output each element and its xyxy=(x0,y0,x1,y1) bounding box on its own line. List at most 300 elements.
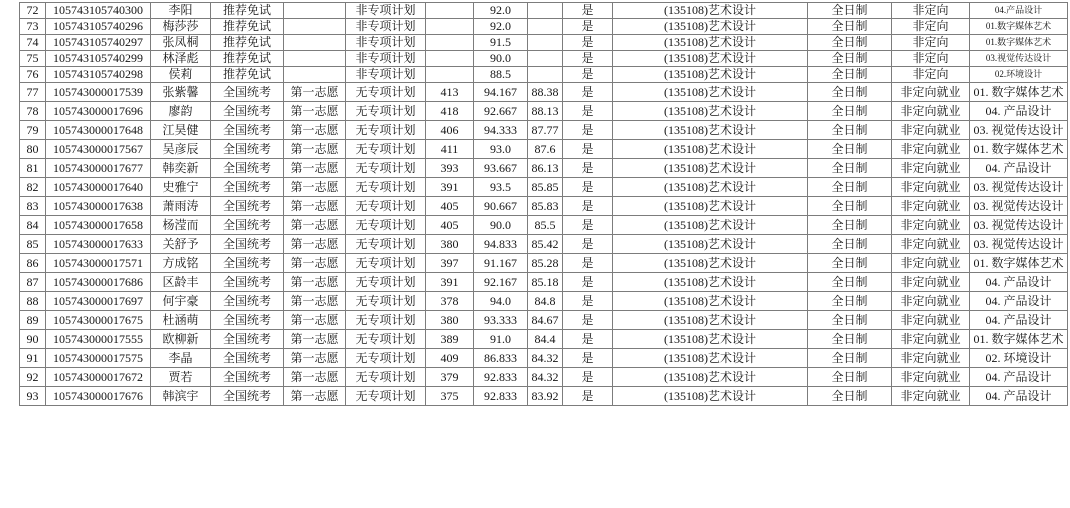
program-name: (135108)艺术设计 xyxy=(613,349,808,368)
candidate-id: 105743000017539 xyxy=(46,83,151,102)
candidate-id: 105743000017575 xyxy=(46,349,151,368)
candidate-name: 李晶 xyxy=(151,349,211,368)
plan-type: 无专项计划 xyxy=(346,311,426,330)
study-mode: 全日制 xyxy=(808,140,892,159)
program-name: (135108)艺术设计 xyxy=(613,35,808,51)
candidate-name: 史雅宁 xyxy=(151,178,211,197)
study-mode: 全日制 xyxy=(808,121,892,140)
row-number: 89 xyxy=(20,311,46,330)
candidate-name: 关舒予 xyxy=(151,235,211,254)
admitted-flag: 是 xyxy=(563,330,613,349)
exam-type: 推荐免试 xyxy=(211,3,284,19)
major-direction: 04. 产品设计 xyxy=(970,368,1068,387)
major-direction: 04.产品设计 xyxy=(970,3,1068,19)
major-direction: 02.环境设计 xyxy=(970,67,1068,83)
initial-score: 406 xyxy=(426,121,474,140)
program-name: (135108)艺术设计 xyxy=(613,159,808,178)
weighted-score: 86.13 xyxy=(528,159,563,178)
weighted-score: 83.92 xyxy=(528,387,563,406)
candidate-id: 105743000017640 xyxy=(46,178,151,197)
table-row xyxy=(20,140,1068,159)
initial-score: 379 xyxy=(426,368,474,387)
plan-type: 非专项计划 xyxy=(346,3,426,19)
initial-score: 391 xyxy=(426,178,474,197)
weighted-score: 85.5 xyxy=(528,216,563,235)
candidate-id: 105743000017633 xyxy=(46,235,151,254)
retest-score: 93.5 xyxy=(474,178,528,197)
volunteer-order: 第一志愿 xyxy=(284,216,346,235)
exam-type: 全国统考 xyxy=(211,121,284,140)
candidate-id: 105743000017676 xyxy=(46,387,151,406)
exam-type: 全国统考 xyxy=(211,83,284,102)
candidate-id: 105743105740300 xyxy=(46,3,151,19)
exam-type: 推荐免试 xyxy=(211,51,284,67)
initial-score: 380 xyxy=(426,311,474,330)
admitted-flag: 是 xyxy=(563,140,613,159)
candidate-name: 区龄丰 xyxy=(151,273,211,292)
employment-type: 非定向 xyxy=(892,51,970,67)
row-number: 77 xyxy=(20,83,46,102)
candidate-id: 105743000017571 xyxy=(46,254,151,273)
study-mode: 全日制 xyxy=(808,235,892,254)
volunteer-order: 第一志愿 xyxy=(284,140,346,159)
initial-score xyxy=(426,19,474,35)
plan-type: 无专项计划 xyxy=(346,140,426,159)
weighted-score: 85.28 xyxy=(528,254,563,273)
plan-type: 无专项计划 xyxy=(346,159,426,178)
weighted-score: 87.77 xyxy=(528,121,563,140)
candidate-name: 杜涵萌 xyxy=(151,311,211,330)
program-name: (135108)艺术设计 xyxy=(613,3,808,19)
table-row xyxy=(20,273,1068,292)
row-number: 72 xyxy=(20,3,46,19)
employment-type: 非定向 xyxy=(892,19,970,35)
candidate-id: 105743000017555 xyxy=(46,330,151,349)
employment-type: 非定向就业 xyxy=(892,292,970,311)
volunteer-order: 第一志愿 xyxy=(284,83,346,102)
admitted-flag: 是 xyxy=(563,311,613,330)
volunteer-order: 第一志愿 xyxy=(284,197,346,216)
program-name: (135108)艺术设计 xyxy=(613,292,808,311)
major-direction: 04. 产品设计 xyxy=(970,292,1068,311)
exam-type: 全国统考 xyxy=(211,140,284,159)
exam-type: 全国统考 xyxy=(211,368,284,387)
major-direction: 01. 数字媒体艺术 xyxy=(970,254,1068,273)
employment-type: 非定向就业 xyxy=(892,254,970,273)
admitted-flag: 是 xyxy=(563,3,613,19)
initial-score: 418 xyxy=(426,102,474,121)
candidate-name: 李阳 xyxy=(151,3,211,19)
candidate-name: 张紫馨 xyxy=(151,83,211,102)
initial-score: 397 xyxy=(426,254,474,273)
weighted-score xyxy=(528,67,563,83)
candidate-id: 105743105740297 xyxy=(46,35,151,51)
employment-type: 非定向就业 xyxy=(892,102,970,121)
weighted-score xyxy=(528,35,563,51)
row-number: 92 xyxy=(20,368,46,387)
table-row xyxy=(20,121,1068,140)
program-name: (135108)艺术设计 xyxy=(613,197,808,216)
program-name: (135108)艺术设计 xyxy=(613,178,808,197)
exam-type: 全国统考 xyxy=(211,235,284,254)
plan-type: 非专项计划 xyxy=(346,67,426,83)
employment-type: 非定向就业 xyxy=(892,216,970,235)
row-number: 86 xyxy=(20,254,46,273)
study-mode: 全日制 xyxy=(808,197,892,216)
row-number: 83 xyxy=(20,197,46,216)
exam-type: 全国统考 xyxy=(211,216,284,235)
weighted-score: 88.13 xyxy=(528,102,563,121)
initial-score: 391 xyxy=(426,273,474,292)
major-direction: 01.数字媒体艺术 xyxy=(970,35,1068,51)
row-number: 74 xyxy=(20,35,46,51)
candidate-name: 梅莎莎 xyxy=(151,19,211,35)
major-direction: 03. 视觉传达设计 xyxy=(970,235,1068,254)
candidate-name: 侯莉 xyxy=(151,67,211,83)
candidate-id: 105743105740299 xyxy=(46,51,151,67)
row-number: 90 xyxy=(20,330,46,349)
row-number: 82 xyxy=(20,178,46,197)
retest-score: 91.0 xyxy=(474,330,528,349)
weighted-score: 84.32 xyxy=(528,349,563,368)
candidate-id: 105743000017567 xyxy=(46,140,151,159)
admitted-flag: 是 xyxy=(563,254,613,273)
weighted-score: 87.6 xyxy=(528,140,563,159)
major-direction: 04. 产品设计 xyxy=(970,273,1068,292)
candidate-name: 贾若 xyxy=(151,368,211,387)
plan-type: 无专项计划 xyxy=(346,330,426,349)
table-row xyxy=(20,254,1068,273)
study-mode: 全日制 xyxy=(808,273,892,292)
major-direction: 04. 产品设计 xyxy=(970,311,1068,330)
exam-type: 推荐免试 xyxy=(211,67,284,83)
candidate-id: 105743000017672 xyxy=(46,368,151,387)
plan-type: 无专项计划 xyxy=(346,197,426,216)
admitted-flag: 是 xyxy=(563,159,613,178)
row-number: 73 xyxy=(20,19,46,35)
admitted-flag: 是 xyxy=(563,216,613,235)
major-direction: 03. 视觉传达设计 xyxy=(970,197,1068,216)
volunteer-order xyxy=(284,67,346,83)
retest-score: 92.0 xyxy=(474,19,528,35)
volunteer-order: 第一志愿 xyxy=(284,254,346,273)
employment-type: 非定向就业 xyxy=(892,235,970,254)
exam-type: 全国统考 xyxy=(211,197,284,216)
candidate-id: 105743000017686 xyxy=(46,273,151,292)
weighted-score: 88.38 xyxy=(528,83,563,102)
admitted-flag: 是 xyxy=(563,51,613,67)
retest-score: 86.833 xyxy=(474,349,528,368)
plan-type: 非专项计划 xyxy=(346,51,426,67)
retest-score: 91.5 xyxy=(474,35,528,51)
candidate-name: 何宇豪 xyxy=(151,292,211,311)
initial-score: 375 xyxy=(426,387,474,406)
study-mode: 全日制 xyxy=(808,51,892,67)
employment-type: 非定向就业 xyxy=(892,159,970,178)
volunteer-order: 第一志愿 xyxy=(284,387,346,406)
retest-score: 90.667 xyxy=(474,197,528,216)
employment-type: 非定向就业 xyxy=(892,197,970,216)
initial-score: 405 xyxy=(426,197,474,216)
plan-type: 无专项计划 xyxy=(346,292,426,311)
major-direction: 01. 数字媒体艺术 xyxy=(970,83,1068,102)
initial-score xyxy=(426,67,474,83)
admitted-flag: 是 xyxy=(563,235,613,254)
major-direction: 03. 视觉传达设计 xyxy=(970,121,1068,140)
plan-type: 无专项计划 xyxy=(346,178,426,197)
employment-type: 非定向就业 xyxy=(892,140,970,159)
volunteer-order: 第一志愿 xyxy=(284,349,346,368)
row-number: 87 xyxy=(20,273,46,292)
weighted-score: 85.18 xyxy=(528,273,563,292)
candidate-name: 廖韵 xyxy=(151,102,211,121)
row-number: 75 xyxy=(20,51,46,67)
table-row xyxy=(20,35,1068,51)
row-number: 80 xyxy=(20,140,46,159)
major-direction: 03.视觉传达设计 xyxy=(970,51,1068,67)
table-row xyxy=(20,197,1068,216)
employment-type: 非定向 xyxy=(892,67,970,83)
plan-type: 无专项计划 xyxy=(346,368,426,387)
candidate-id: 105743000017658 xyxy=(46,216,151,235)
table-row xyxy=(20,19,1068,35)
table-body xyxy=(20,3,1068,406)
admitted-flag: 是 xyxy=(563,121,613,140)
candidate-name: 欧柳新 xyxy=(151,330,211,349)
volunteer-order xyxy=(284,3,346,19)
row-number: 85 xyxy=(20,235,46,254)
retest-score: 94.333 xyxy=(474,121,528,140)
row-number: 79 xyxy=(20,121,46,140)
candidate-id: 105743105740296 xyxy=(46,19,151,35)
candidate-id: 105743000017638 xyxy=(46,197,151,216)
exam-type: 推荐免试 xyxy=(211,35,284,51)
candidate-name: 韩滨宇 xyxy=(151,387,211,406)
employment-type: 非定向就业 xyxy=(892,330,970,349)
major-direction: 03. 视觉传达设计 xyxy=(970,178,1068,197)
exam-type: 全国统考 xyxy=(211,273,284,292)
retest-score: 94.833 xyxy=(474,235,528,254)
program-name: (135108)艺术设计 xyxy=(613,83,808,102)
candidate-id: 105743000017675 xyxy=(46,311,151,330)
employment-type: 非定向就业 xyxy=(892,273,970,292)
exam-type: 推荐免试 xyxy=(211,19,284,35)
weighted-score: 84.4 xyxy=(528,330,563,349)
retest-score: 90.0 xyxy=(474,51,528,67)
initial-score: 389 xyxy=(426,330,474,349)
table-row xyxy=(20,292,1068,311)
volunteer-order: 第一志愿 xyxy=(284,330,346,349)
program-name: (135108)艺术设计 xyxy=(613,216,808,235)
employment-type: 非定向就业 xyxy=(892,121,970,140)
row-number: 76 xyxy=(20,67,46,83)
plan-type: 无专项计划 xyxy=(346,273,426,292)
study-mode: 全日制 xyxy=(808,349,892,368)
study-mode: 全日制 xyxy=(808,102,892,121)
study-mode: 全日制 xyxy=(808,368,892,387)
admitted-flag: 是 xyxy=(563,273,613,292)
study-mode: 全日制 xyxy=(808,3,892,19)
initial-score xyxy=(426,51,474,67)
study-mode: 全日制 xyxy=(808,67,892,83)
admitted-flag: 是 xyxy=(563,83,613,102)
retest-score: 92.667 xyxy=(474,102,528,121)
weighted-score: 85.83 xyxy=(528,197,563,216)
exam-type: 全国统考 xyxy=(211,330,284,349)
table-row xyxy=(20,368,1068,387)
volunteer-order xyxy=(284,19,346,35)
candidate-name: 林泽彪 xyxy=(151,51,211,67)
table-row xyxy=(20,178,1068,197)
admission-roster-page xyxy=(19,2,1068,406)
program-name: (135108)艺术设计 xyxy=(613,67,808,83)
candidate-name: 吴彦辰 xyxy=(151,140,211,159)
retest-score: 94.167 xyxy=(474,83,528,102)
row-number: 84 xyxy=(20,216,46,235)
program-name: (135108)艺术设计 xyxy=(613,330,808,349)
plan-type: 无专项计划 xyxy=(346,83,426,102)
program-name: (135108)艺术设计 xyxy=(613,51,808,67)
candidate-id: 105743000017677 xyxy=(46,159,151,178)
initial-score: 380 xyxy=(426,235,474,254)
retest-score: 90.0 xyxy=(474,216,528,235)
volunteer-order: 第一志愿 xyxy=(284,102,346,121)
admitted-flag: 是 xyxy=(563,67,613,83)
plan-type: 非专项计划 xyxy=(346,35,426,51)
weighted-score xyxy=(528,19,563,35)
weighted-score: 84.32 xyxy=(528,368,563,387)
plan-type: 无专项计划 xyxy=(346,216,426,235)
admitted-flag: 是 xyxy=(563,349,613,368)
volunteer-order: 第一志愿 xyxy=(284,178,346,197)
candidate-name: 方成铭 xyxy=(151,254,211,273)
program-name: (135108)艺术设计 xyxy=(613,387,808,406)
plan-type: 无专项计划 xyxy=(346,235,426,254)
retest-score: 88.5 xyxy=(474,67,528,83)
weighted-score: 85.42 xyxy=(528,235,563,254)
table-row xyxy=(20,83,1068,102)
program-name: (135108)艺术设计 xyxy=(613,368,808,387)
plan-type: 无专项计划 xyxy=(346,349,426,368)
weighted-score: 84.8 xyxy=(528,292,563,311)
volunteer-order: 第一志愿 xyxy=(284,159,346,178)
study-mode: 全日制 xyxy=(808,387,892,406)
admitted-flag: 是 xyxy=(563,178,613,197)
plan-type: 无专项计划 xyxy=(346,121,426,140)
study-mode: 全日制 xyxy=(808,216,892,235)
table-row xyxy=(20,216,1068,235)
weighted-score xyxy=(528,51,563,67)
exam-type: 全国统考 xyxy=(211,159,284,178)
admitted-flag: 是 xyxy=(563,197,613,216)
candidate-id: 105743000017697 xyxy=(46,292,151,311)
program-name: (135108)艺术设计 xyxy=(613,273,808,292)
retest-score: 92.833 xyxy=(474,387,528,406)
initial-score: 411 xyxy=(426,140,474,159)
candidate-name: 韩奕新 xyxy=(151,159,211,178)
retest-score: 92.833 xyxy=(474,368,528,387)
volunteer-order: 第一志愿 xyxy=(284,121,346,140)
plan-type: 无专项计划 xyxy=(346,254,426,273)
candidate-name: 萧雨涛 xyxy=(151,197,211,216)
major-direction: 04. 产品设计 xyxy=(970,102,1068,121)
initial-score: 413 xyxy=(426,83,474,102)
volunteer-order xyxy=(284,35,346,51)
candidate-id: 105743000017696 xyxy=(46,102,151,121)
program-name: (135108)艺术设计 xyxy=(613,140,808,159)
program-name: (135108)艺术设计 xyxy=(613,311,808,330)
exam-type: 全国统考 xyxy=(211,178,284,197)
retest-score: 92.0 xyxy=(474,3,528,19)
admitted-flag: 是 xyxy=(563,368,613,387)
major-direction: 01. 数字媒体艺术 xyxy=(970,330,1068,349)
retest-score: 91.167 xyxy=(474,254,528,273)
weighted-score: 85.85 xyxy=(528,178,563,197)
employment-type: 非定向就业 xyxy=(892,349,970,368)
employment-type: 非定向 xyxy=(892,35,970,51)
candidate-id: 105743000017648 xyxy=(46,121,151,140)
retest-score: 93.0 xyxy=(474,140,528,159)
initial-score xyxy=(426,3,474,19)
employment-type: 非定向就业 xyxy=(892,178,970,197)
exam-type: 全国统考 xyxy=(211,311,284,330)
table-row xyxy=(20,159,1068,178)
major-direction: 03. 视觉传达设计 xyxy=(970,216,1068,235)
candidate-id: 105743105740298 xyxy=(46,67,151,83)
table-row xyxy=(20,349,1068,368)
table-row xyxy=(20,235,1068,254)
table-row xyxy=(20,102,1068,121)
retest-score: 93.333 xyxy=(474,311,528,330)
table-row xyxy=(20,311,1068,330)
employment-type: 非定向就业 xyxy=(892,387,970,406)
retest-score: 93.667 xyxy=(474,159,528,178)
study-mode: 全日制 xyxy=(808,178,892,197)
study-mode: 全日制 xyxy=(808,83,892,102)
initial-score: 409 xyxy=(426,349,474,368)
exam-type: 全国统考 xyxy=(211,102,284,121)
study-mode: 全日制 xyxy=(808,311,892,330)
volunteer-order xyxy=(284,51,346,67)
exam-type: 全国统考 xyxy=(211,292,284,311)
admitted-flag: 是 xyxy=(563,292,613,311)
study-mode: 全日制 xyxy=(808,35,892,51)
major-direction: 04. 产品设计 xyxy=(970,159,1068,178)
study-mode: 全日制 xyxy=(808,19,892,35)
row-number: 78 xyxy=(20,102,46,121)
row-number: 93 xyxy=(20,387,46,406)
program-name: (135108)艺术设计 xyxy=(613,235,808,254)
admission-roster-table xyxy=(19,2,1068,406)
table-row xyxy=(20,330,1068,349)
initial-score xyxy=(426,35,474,51)
weighted-score xyxy=(528,3,563,19)
weighted-score: 84.67 xyxy=(528,311,563,330)
employment-type: 非定向就业 xyxy=(892,311,970,330)
program-name: (135108)艺术设计 xyxy=(613,254,808,273)
candidate-name: 杨滢而 xyxy=(151,216,211,235)
volunteer-order: 第一志愿 xyxy=(284,235,346,254)
plan-type: 无专项计划 xyxy=(346,102,426,121)
program-name: (135108)艺术设计 xyxy=(613,102,808,121)
retest-score: 94.0 xyxy=(474,292,528,311)
major-direction: 02. 环境设计 xyxy=(970,349,1068,368)
initial-score: 378 xyxy=(426,292,474,311)
table-row xyxy=(20,3,1068,19)
volunteer-order: 第一志愿 xyxy=(284,292,346,311)
study-mode: 全日制 xyxy=(808,159,892,178)
row-number: 91 xyxy=(20,349,46,368)
